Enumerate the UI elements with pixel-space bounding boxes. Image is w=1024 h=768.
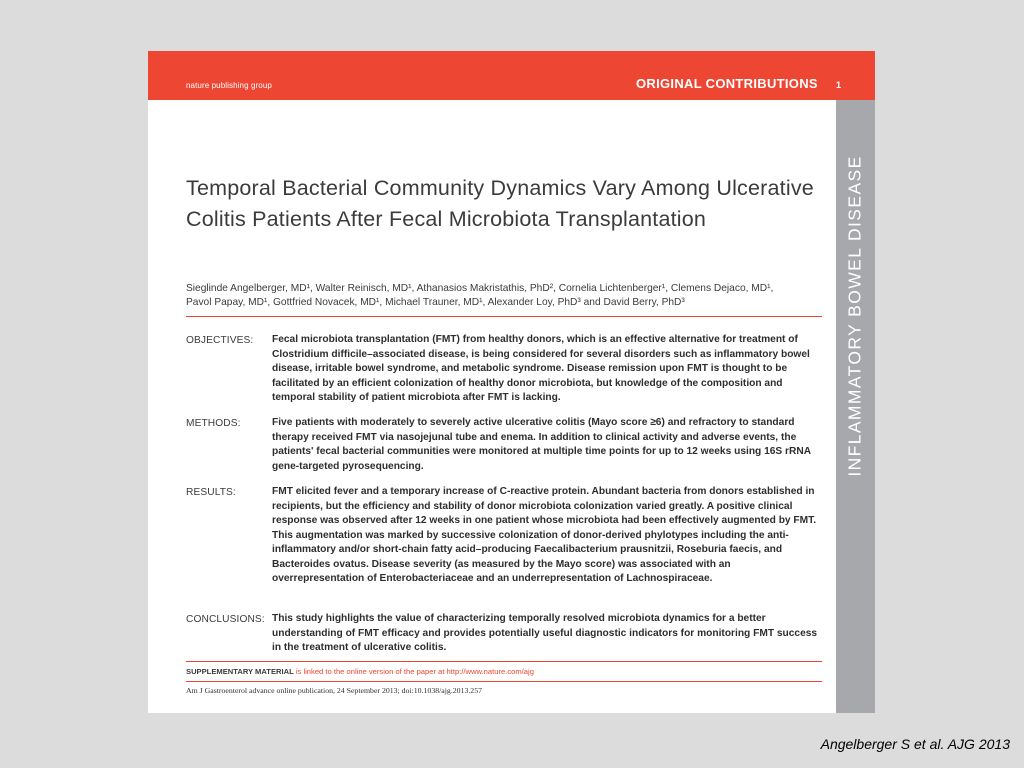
methods-text: Five patients with moderately to severely active ulcerative colitis (Mayo score ≥6) and refractory to standard therapy received FMT via nasojejunal tube and enema. In addition to clinical activity and adverse events, the patients' fecal bacterial communities were monitored at multiple time points for up to 12 weeks using 16S rRNA gene-targeted pyrosequencing. xyxy=(272,417,811,472)
divider xyxy=(186,661,822,662)
supplementary-link-text: is linked to the online version of the paper at http://www.nature.com/ajg xyxy=(293,667,534,676)
author-line: Pavol Papay, MD¹, Gottfried Novacek, MD¹, Michael Trauner, MD¹, Alexander Loy, PhD³ and David Berry, PhD³ xyxy=(186,297,685,308)
conclusions-text: This study highlights the value of characterizing temporally resolved microbiota dynamics for a better understanding of FMT efficacy and provides potentially useful diagnostic indicators for monitoring FMT success in the treatment of ulcerative colitis. xyxy=(272,613,818,653)
article-title: Temporal Bacterial Community Dynamics Vary Among Ulcerative Colitis Patients After Fecal Microbiota Transplantation xyxy=(186,176,814,231)
objectives-label: OBJECTIVES: xyxy=(186,335,254,346)
results-label: RESULTS: xyxy=(186,487,236,498)
supplementary-note xyxy=(186,667,534,676)
page-number: 1 xyxy=(836,80,842,90)
author-list xyxy=(186,282,826,310)
methods-label: METHODS: xyxy=(186,418,241,429)
section-label: ORIGINAL CONTRIBUTIONS xyxy=(636,76,818,91)
divider xyxy=(186,316,822,317)
article-page xyxy=(148,51,875,713)
slide-credit: Angelberger S et al. AJG 2013 xyxy=(820,736,1010,752)
citation-line: Am J Gastroenterol advance online publication, 24 September 2013; doi:10.1038/ajg.2013.257 xyxy=(186,686,483,695)
journal-header-bar xyxy=(148,51,875,100)
conclusions-label: CONCLUSIONS: xyxy=(186,614,265,625)
publisher-name: nature publishing group xyxy=(186,81,272,90)
topic-sidebar xyxy=(836,100,875,713)
supplementary-label: SUPPLEMENTARY MATERIAL xyxy=(186,667,294,676)
results-text: FMT elicited fever and a temporary increase of C-reactive protein. Abundant bacteria from donors established in recipients, but the efficiency and stability of donor microbiota colonization varied greatly. A positive clinical response was observed after 12 weeks in one patient whose microbiota had been effectively augmented by FMT. This augmentation was marked by successive colonization of donor-derived phylotypes including the anti-inflammatory and/or short-chain fatty acid–producing Faecalibacterium prausnitzii, Roseburia faecis, and Bacteroides ovatus. Disease severity (as measured by the Mayo score) was associated with an overrepresentation of Enterobacteriaceae and an underrepresentation of Lachnospiraceae. xyxy=(272,486,817,584)
author-line: Sieglinde Angelberger, MD¹, Walter Reinisch, MD¹, Athanasios Makristathis, PhD², Cornelia Lichtenberger¹, Clemens Dejaco, MD¹, xyxy=(186,283,774,294)
divider xyxy=(186,681,822,682)
objectives-text: Fecal microbiota transplantation (FMT) from healthy donors, which is an effective alternative for treatment of Clostridium difficile–associated disease, is being considered for several disorders such as inflammatory bowel disease, irritable bowel syndrome, and metabolic syndrome. Disease remission upon FMT is thought to be facilitated by an efficient colonization of healthy donor microbiota, but knowledge of the composition and temporal stability of patient microbiota after FMT is lacking. xyxy=(272,334,810,403)
topic-sidebar-label: INFLAMMATORY BOWEL DISEASE xyxy=(844,155,865,477)
